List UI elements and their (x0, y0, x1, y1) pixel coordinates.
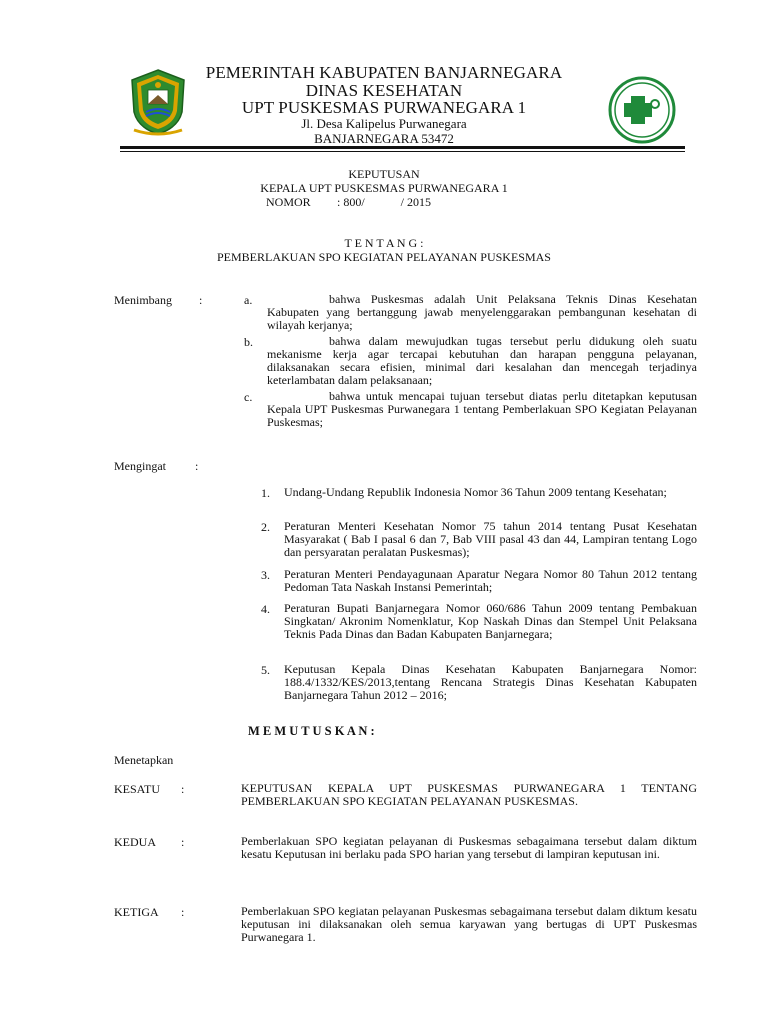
mengingat-marker-5: 5. (261, 663, 270, 677)
menimbang-marker-a: a. (244, 293, 253, 307)
header-divider-thin (120, 151, 685, 152)
mengingat-marker-3: 3. (261, 568, 270, 582)
header-address-2: BANJARNEGARA 53472 (314, 131, 454, 146)
mengingat-marker-2: 2. (261, 520, 270, 534)
mengingat-label: Mengingat (114, 459, 166, 473)
kesatu-label: KESATU (114, 782, 161, 796)
menimbang-marker-c: c. (244, 390, 253, 404)
subject-title: PEMBERLAKUAN SPO KEGIATAN PELAYANAN PUSKESMAS (217, 250, 551, 264)
kesatu-text: KEPUTUSAN KEPALA UPT PUSKESMAS PURWANEGARA 1 TENTANG PEMBERLAKUAN SPO KEGIATAN PELAYANAN PUSKESMAS. (241, 781, 697, 808)
tentang-heading: T E N T A N G : (344, 236, 424, 250)
header-line-1: PEMERINTAH KABUPATEN BANJARNEGARA (205, 63, 563, 82)
mengingat-item-4: Peraturan Bupati Banjarnegara Nomor 060/686 Tahun 2009 tentang Pembakuan Singkatan/ Akronim Nomenklatur, Kop Naskah Dinas dan Stempel Unit Pelaksana Teknis Pada Dinas dan Badan Kabupaten Banjarnegara; (284, 601, 697, 641)
title-kepala: KEPALA UPT PUSKESMAS PURWANEGARA 1 (260, 181, 508, 195)
ketiga-label: KETIGA (114, 905, 159, 919)
menimbang-colon: : (199, 293, 203, 307)
kedua-label: KEDUA (114, 835, 156, 849)
mengingat-item-2: Peraturan Menteri Kesehatan Nomor 75 tahun 2014 tentang Pusat Kesehatan Masyarakat ( Bab I pasal 6 dan 7, Bab VIII pasal 43 dan 44, Lampiran tentang Logo dan persyaratan peralatan Puskesmas); (284, 519, 697, 559)
header-address-1: Jl. Desa Kalipelus Purwanegara (301, 116, 467, 131)
ketiga-text: Pemberlakuan SPO kegiatan pelayanan Puskesmas sebagaimana tersebut dalam diktum kesatu keputusan ini dilaksanakan oleh semua karyawan yang bertugas di UPT Puskesmas Purwanegara 1. (241, 904, 697, 944)
memutuskan-heading: M E M U T U S K A N : (248, 724, 375, 738)
mengingat-item-1: Undang-Undang Republik Indonesia Nomor 36 Tahun 2009 tentang Kesehatan; (284, 485, 667, 499)
title-keputusan: KEPUTUSAN (348, 167, 420, 181)
nomor-value: : 800/ / 2015 (337, 195, 432, 209)
kesatu-colon: : (181, 782, 185, 796)
menimbang-item-b: bahwa dalam mewujudkan tugas tersebut perlu didukung oleh suatu mekanisme kerja agar tercapai kebutuhan dan harapan pengguna pelayanan, dilaksanakan secara efisien, minimal dari kesalahan dan mencegah terjadinya keterlambatan dalam pelaksanaan; (267, 334, 697, 387)
menimbang-marker-b: b. (244, 335, 253, 349)
kedua-text: Pemberlakuan SPO kegiatan pelayanan di Puskesmas sebagaimana tersebut dalam diktum kesatu Keputusan ini berlaku pada SPO harian yang tersebut di lampiran keputusan ini. (241, 834, 697, 861)
menimbang-item-c: bahwa untuk mencapai tujuan tersebut diatas perlu ditetapkan keputusan Kepala UPT Puskesmas Purwanegara 1 tentang Pemberlakuan SPO Kegiatan Pelayanan Puskesmas; (267, 389, 697, 429)
mengingat-item-3: Peraturan Menteri Pendayagunaan Aparatur Negara Nomor 80 Tahun 2012 tentang Pedoman Tata Naskah Instansi Pemerintah; (284, 567, 697, 594)
header-divider-thick (120, 146, 685, 149)
header-line-2: DINAS KESEHATAN (305, 81, 463, 100)
mengingat-marker-4: 4. (261, 602, 270, 616)
menetapkan-label: Menetapkan (114, 753, 174, 767)
mengingat-marker-1: 1. (261, 486, 270, 500)
nomor-label: NOMOR (266, 195, 311, 209)
menimbang-item-a: bahwa Puskesmas adalah Unit Pelaksana Teknis Dinas Kesehatan Kabupaten yang bertanggung jawab menyelenggarakan pembangunan kesehatan di wilayah kerjanya; (267, 292, 697, 332)
mengingat-colon: : (195, 459, 199, 473)
mengingat-item-5: Keputusan Kepala Dinas Kesehatan Kabupaten Banjarnegara Nomor: 188.4/1332/KES/2013,tentang Rencana Strategis Dinas Kesehatan Kabupaten Banjarnegara Tahun 2012 – 2016; (284, 662, 697, 702)
kedua-colon: : (181, 835, 185, 849)
ketiga-colon: : (181, 905, 185, 919)
menimbang-label: Menimbang (114, 293, 172, 307)
header-line-3: UPT PUSKESMAS PURWANEGARA 1 (241, 98, 527, 117)
